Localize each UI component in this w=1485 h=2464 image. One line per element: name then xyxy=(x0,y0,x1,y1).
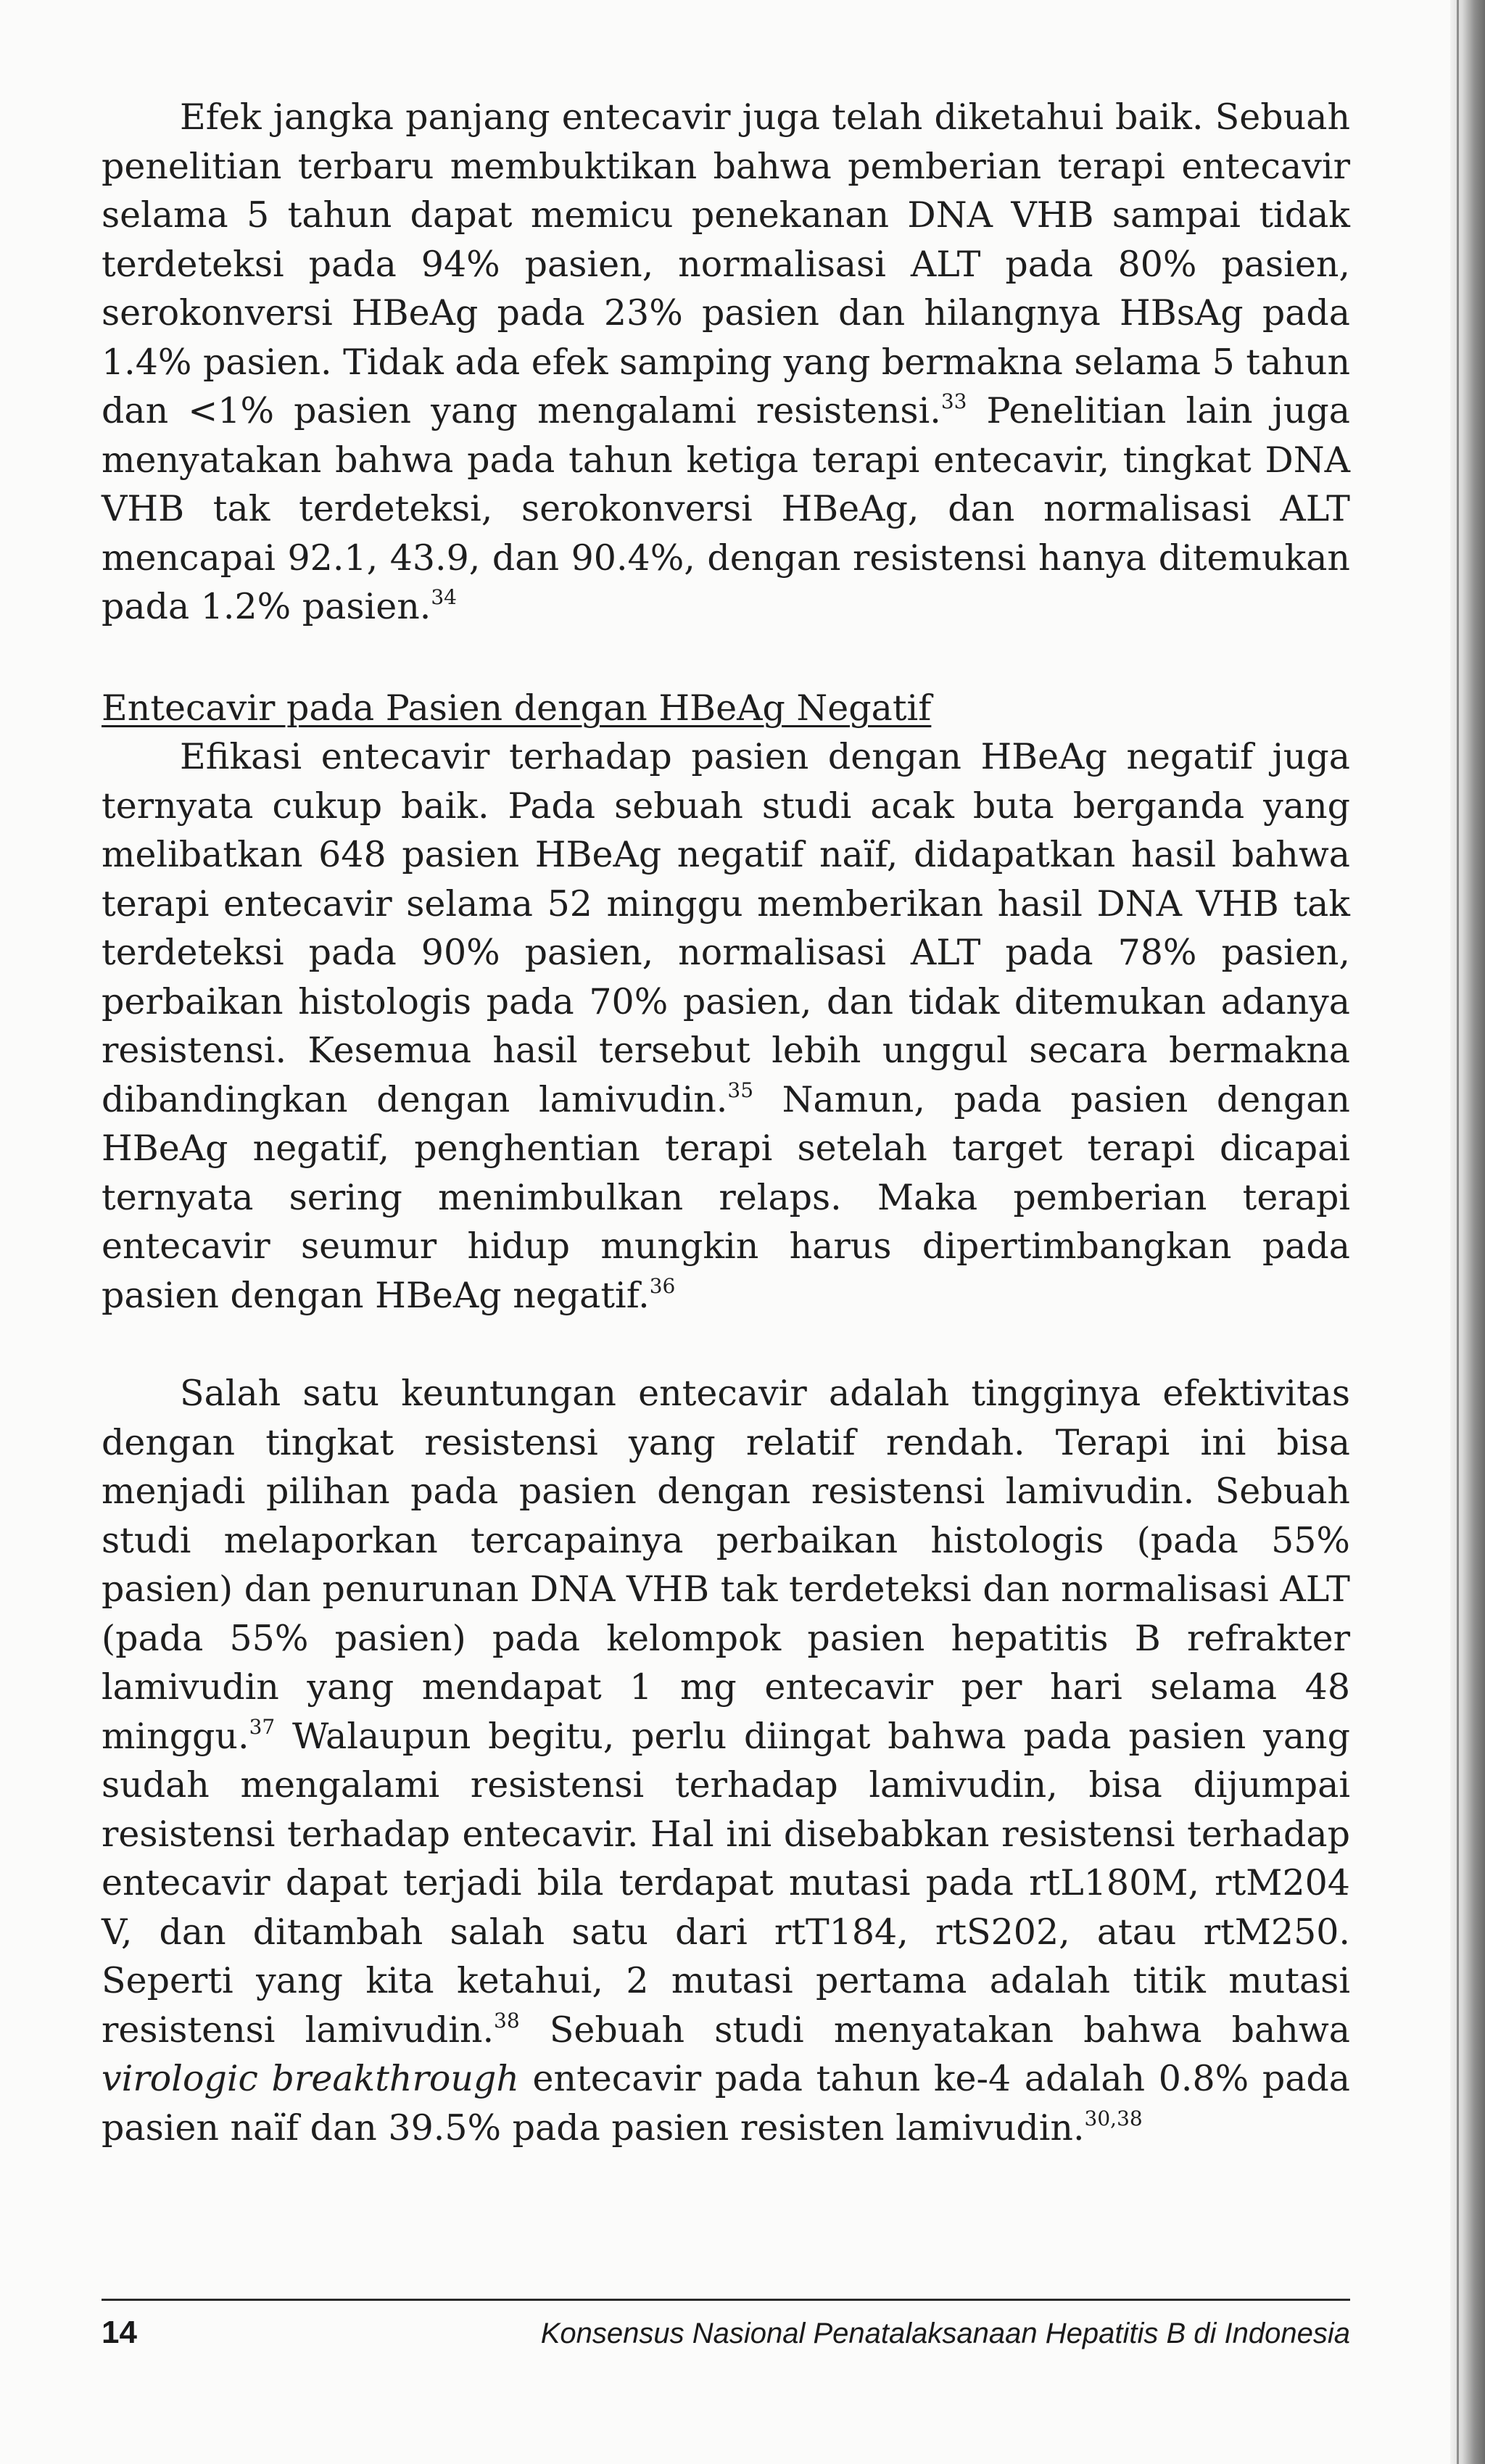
paragraph-long-term-efficacy xyxy=(102,93,1350,632)
italic-term: virologic breakthrough xyxy=(102,2058,519,2099)
citation-superscript: 33 xyxy=(940,389,967,413)
section-heading: Entecavir pada Pasien dengan HBeAg Negatif xyxy=(102,687,932,729)
paragraph-text: Efek jangka panjang entecavir juga telah diketahui baik. Sebuah penelitian terbaru membuktikan bahwa pemberian terapi entecavir selama 5 tahun dapat memicu penekanan DNA VHB sampai tidak terdeteksi pada 94% pasien, normalisasi ALT pada 80% pasien, serokonversi HBeAg pada 23% pasien dan hilangnya HBsAg pada 1.4% pasien. Tidak ada efek samping yang bermakna selama 5 tahun dan <1% pasien yang mengalami resistensi. xyxy=(102,96,1351,431)
citation-superscript: 38 xyxy=(494,2008,520,2033)
paragraph-text: Namun, pada pasien dengan HBeAg negatif, penghentian terapi setelah target terapi dicapai ternyata sering menimbulkan relaps. Maka pemberian terapi entecavir seumur hidup mungkin harus dipertimbangkan pada pasien dengan HBeAg negatif. xyxy=(102,1078,1350,1316)
paragraph-resistance xyxy=(102,1369,1350,2152)
paragraph-text: Sebuah studi menyatakan bahwa bahwa xyxy=(519,2009,1350,2051)
page-body xyxy=(102,93,1350,2152)
citation-superscript: 34 xyxy=(431,585,457,609)
paragraph-text: Salah satu keuntungan entecavir adalah tingginya efektivitas dengan tingkat resistensi yang relatif rendah. Terapi ini bisa menjadi pilihan pada pasien dengan resistensi lamivudin. Sebuah studi melaporkan tercapainya perbaikan histologis (pada 55% pasien) dan penurunan DNA VHB tak terdeteksi dan normalisasi ALT (pada 55% pasien) pada kelompok pasien hepatitis B refrakter lamivudin yang mendapat 1 mg entecavir per hari selama 48 minggu. xyxy=(102,1373,1350,1757)
page-number: 14 xyxy=(102,2315,137,2350)
page-edge-line xyxy=(1457,0,1459,2464)
paragraph-hbeag-negative xyxy=(102,732,1350,1320)
paragraph-text: Penelitian lain juga menyatakan bahwa pada tahun ketiga terapi entecavir, tingkat DNA VHB tak terdeteksi, serokonversi HBeAg, dan normalisasi ALT mencapai 92.1, 43.9, dan 90.4%, dengan resistensi hanya ditemukan pada 1.2% pasien. xyxy=(102,390,1350,627)
page-edge-shadow xyxy=(1450,0,1485,2464)
citation-superscript: 36 xyxy=(649,1273,676,1298)
citation-superscript: 30,38 xyxy=(1084,2106,1143,2130)
footer-divider xyxy=(102,2299,1350,2301)
paragraph-text: Efikasi entecavir terhadap pasien dengan HBeAg negatif juga ternyata cukup baik. Pada sebuah studi acak buta berganda yang melibatkan 648 pasien HBeAg negatif naïf, didapatkan hasil bahwa terapi entecavir selama 52 minggu memberikan hasil DNA VHB tak terdeteksi pada 90% pasien, normalisasi ALT pada 78% pasien, perbaikan histologis pada 70% pasien, dan tidak ditemukan adanya resistensi. Kesemua hasil tersebut lebih unggul secara bermakna dibandingkan dengan lamivudin. xyxy=(102,736,1350,1120)
paragraph-text: entecavir pada tahun ke-4 adalah 0.8% pada pasien naïf dan 39.5% pada pasien resisten lamivudin. xyxy=(102,2058,1350,2149)
citation-superscript: 35 xyxy=(727,1078,754,1102)
paragraph-text: Walaupun begitu, perlu diingat bahwa pada pasien yang sudah mengalami resistensi terhadap lamivudin, bisa dijumpai resistensi terhadap entecavir. Hal ini disebabkan resistensi terhadap entecavir dapat terjadi bila terdapat mutasi pada rtL180M, rtM204 V, dan ditambah salah satu dari rtT184, rtS202, atau rtM250. Seperti yang kita ketahui, 2 mutasi pertama adalah titik mutasi resistensi lamivudin. xyxy=(102,1715,1350,2051)
citation-superscript: 37 xyxy=(249,1714,276,1739)
running-footer-title: Konsensus Nasional Penatalaksanaan Hepatitis B di Indonesia xyxy=(540,2318,1350,2349)
